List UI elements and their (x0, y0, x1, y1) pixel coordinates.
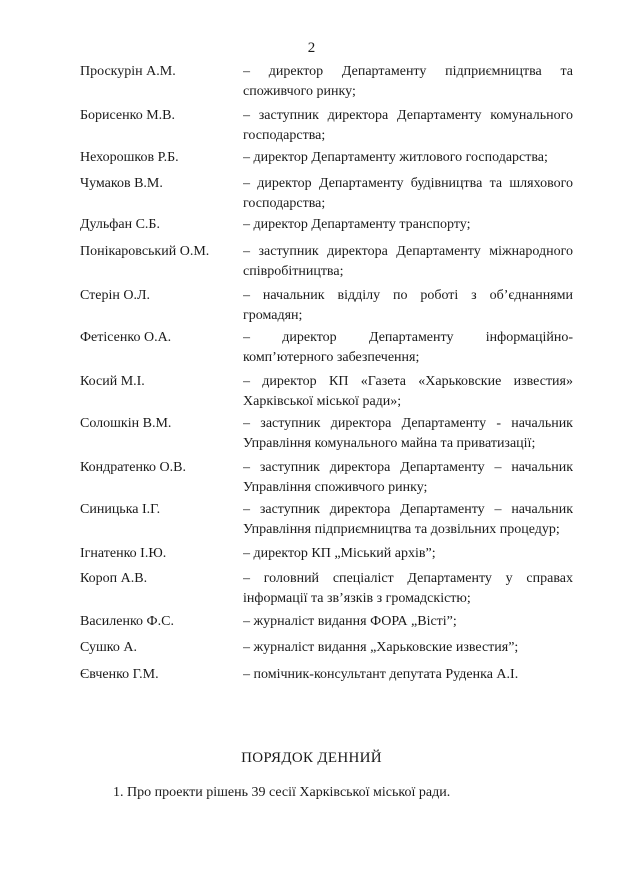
attendee-role (243, 569, 573, 609)
attendee-name: Солошкін В.М. (80, 416, 172, 431)
attendee-role-line: – директор Департаменту житлового господарства; (243, 150, 548, 165)
attendee-role-line: – заступник директора Департаменту – начальник (243, 502, 573, 517)
attendee-role-line: – директор КП „Міський архів”; (243, 546, 436, 561)
attendee-name: Дульфан С.Б. (80, 217, 160, 232)
attendee-role-line: – директор Департаменту будівництва та шляхового (243, 176, 573, 191)
attendee-role-line: інформації та зв’язків з громадскістю; (243, 591, 471, 606)
attendee-role-line: Харківської міської ради»; (243, 394, 402, 409)
attendee-role (243, 148, 573, 168)
attendee-role (243, 242, 573, 282)
attendee-name: Борисенко М.В. (80, 108, 175, 123)
attendee-role-line: – директор Департаменту транспорту; (243, 217, 471, 232)
attendee-role-line: – заступник директора Департаменту міжнародного (243, 244, 573, 259)
attendee-role-line: – директор Департаменту підприємництва та (243, 64, 573, 79)
attendee-role-line: споживчого ринку; (243, 84, 356, 99)
attendee-name: Сушко А. (80, 640, 137, 655)
attendee-name: Фетісенко О.А. (80, 330, 172, 345)
attendee-role-line: – головний спеціаліст Департаменту у справах (243, 571, 573, 586)
attendee-role (243, 328, 573, 368)
attendee-role-line: – директор Департаменту інформаційно- (243, 330, 573, 345)
attendee-role (243, 414, 573, 454)
attendee-role (243, 665, 573, 685)
attendee-role (243, 62, 573, 102)
attendee-name: Синицька І.Г. (80, 502, 161, 517)
attendee-role-line: – заступник директора Департаменту - начальник (243, 416, 573, 431)
attendee-name: Чумаков В.М. (80, 176, 163, 191)
attendee-role (243, 215, 573, 235)
attendee-name: Ігнатенко І.Ю. (80, 546, 167, 561)
agenda-item: 1. Про проекти рішень 39 сесії Харківської міської ради. (113, 785, 451, 800)
attendee-role (243, 372, 573, 412)
attendee-role-line: співробітництва; (243, 264, 344, 279)
attendee-role-line: комп’ютерного забезпечення; (243, 350, 420, 365)
page-number: 2 (307, 40, 316, 56)
attendee-role-line: – заступник директора Департаменту комунального (243, 108, 573, 123)
attendee-role-line: – журналіст видання „Харьковские известия”; (243, 640, 519, 655)
attendee-name: Короп А.В. (80, 571, 148, 586)
attendee-name: Євченко Г.М. (80, 667, 159, 682)
attendee-name: Понікаровський О.М. (80, 244, 210, 259)
attendee-name: Косий М.І. (80, 374, 145, 389)
attendee-name: Нехорошков Р.Б. (80, 150, 179, 165)
agenda-heading: ПОРЯДОК ДЕННИЙ (241, 750, 382, 766)
attendee-role (243, 500, 573, 540)
attendee-role-line: господарства; (243, 128, 326, 143)
attendee-role-line: – директор КП «Газета «Харьковские известия» (243, 374, 573, 389)
attendee-name: Стерін О.Л. (80, 288, 150, 303)
attendee-role (243, 638, 573, 658)
attendee-role-line: – журналіст видання ФОРА „Вісті”; (243, 614, 457, 629)
attendee-role-line: – заступник директора Департаменту – начальник (243, 460, 573, 475)
attendee-role-line: громадян; (243, 308, 303, 323)
attendee-role-line: Управління комунального майна та приватизації; (243, 436, 536, 451)
attendee-name: Кондратенко О.В. (80, 460, 186, 475)
attendee-role-line: господарства; (243, 196, 326, 211)
attendee-role (243, 174, 573, 214)
attendee-role-line: – помічник-консультант депутата Руденка А.І. (243, 667, 519, 682)
attendee-role (243, 458, 573, 498)
attendee-name: Проскурін А.М. (80, 64, 176, 79)
attendee-role (243, 106, 573, 146)
attendee-role-line: Управління підприємництва та дозвільних процедур; (243, 522, 560, 537)
attendee-role-line: Управління споживчого ринку; (243, 480, 428, 495)
attendee-role (243, 612, 573, 632)
attendee-role (243, 544, 573, 564)
attendee-role (243, 286, 573, 326)
attendee-name: Василенко Ф.С. (80, 614, 174, 629)
attendee-role-line: – начальник відділу по роботі з об’єднаннями (243, 288, 573, 303)
